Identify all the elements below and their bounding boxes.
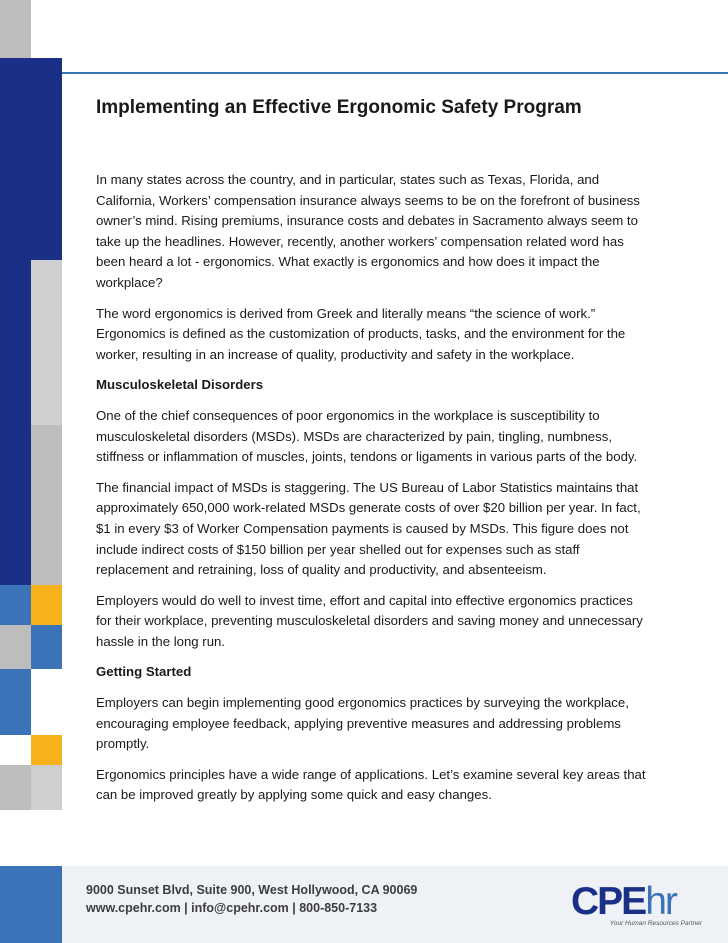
msd-advice-paragraph: Employers would do well to invest time, effort and capital into effective ergonomics practices for their workplace, preventing musculoskeletal disorders and saving money and unnecessary hassle in the long run.: [96, 592, 643, 649]
footer-contact: www.cpehr.com | info@cpehr.com | 800-850-7133: [86, 901, 378, 915]
document-title: Implementing an Effective Ergonomic Safety Program: [96, 97, 582, 118]
getting-started-paragraph: Employers can begin implementing good ergonomics practices by surveying the workplace, encouraging employee feedback, applying preventive measures and addressing problems promptly.: [96, 695, 629, 752]
definition-paragraph: The word ergonomics is derived from Greek and literally means “the science of work.” Ergonomics is defined as the customization of products, tasks, and the environment for the worker, resulting in an increase of quality, productivity and safety in the workplace.: [96, 305, 626, 362]
msd-intro-paragraph: One of the chief consequences of poor ergonomics in the workplace is susceptibility to musculoskeletal disorders (MSDs). MSDs are characterized by pain, tingling, numbness, stiffness or inflammation of muscles, joints, tendons or ligaments in various parts of the body.: [96, 407, 638, 465]
section-heading-msd: Musculoskeletal Disorders: [96, 377, 264, 393]
principles-paragraph: Ergonomics principles have a wide range of applications. Let’s examine several key areas that can be improved greatly by applying some quick and easy changes.: [96, 766, 646, 803]
logo-wordmark: CPEhr: [571, 880, 676, 923]
section-heading-getting-started: Getting Started: [96, 664, 192, 680]
footer: [62, 866, 728, 943]
article-body: [96, 170, 648, 816]
company-logo: [571, 880, 706, 932]
header-rule: [62, 72, 728, 74]
footer-address: 9000 Sunset Blvd, Suite 900, West Hollywood, CA 90069: [86, 883, 418, 897]
msd-cost-paragraph: The financial impact of MSDs is staggering. The US Bureau of Labor Statistics maintains that approximately 650,000 work-related MSDs generate costs of over $20 billion per year. In fact, $1 in every $3 of Worker Compensation payments is caused by MSDs. This figure does not include indirect costs of $150 billion per year shelled out for expenses such as staff replacement and retraining, loss of quality and productivity, and absenteeism.: [96, 479, 641, 578]
logo-tagline: Your Human Resources Partner: [609, 920, 702, 927]
decorative-side-stripe: [0, 0, 62, 943]
intro-paragraph: In many states across the country, and in particular, states such as Texas, Florida, and California, Workers’ compensation insurance always seems to be on the forefront of business owner’s mind. Rising premiums, insurance costs and debates in Sacramento always seem to take up the headlines. However, recently, another workers’ compensation related word has been heard a lot - ergonomics. What exactly is ergonomics and how does it impact the workplace?: [96, 172, 640, 290]
